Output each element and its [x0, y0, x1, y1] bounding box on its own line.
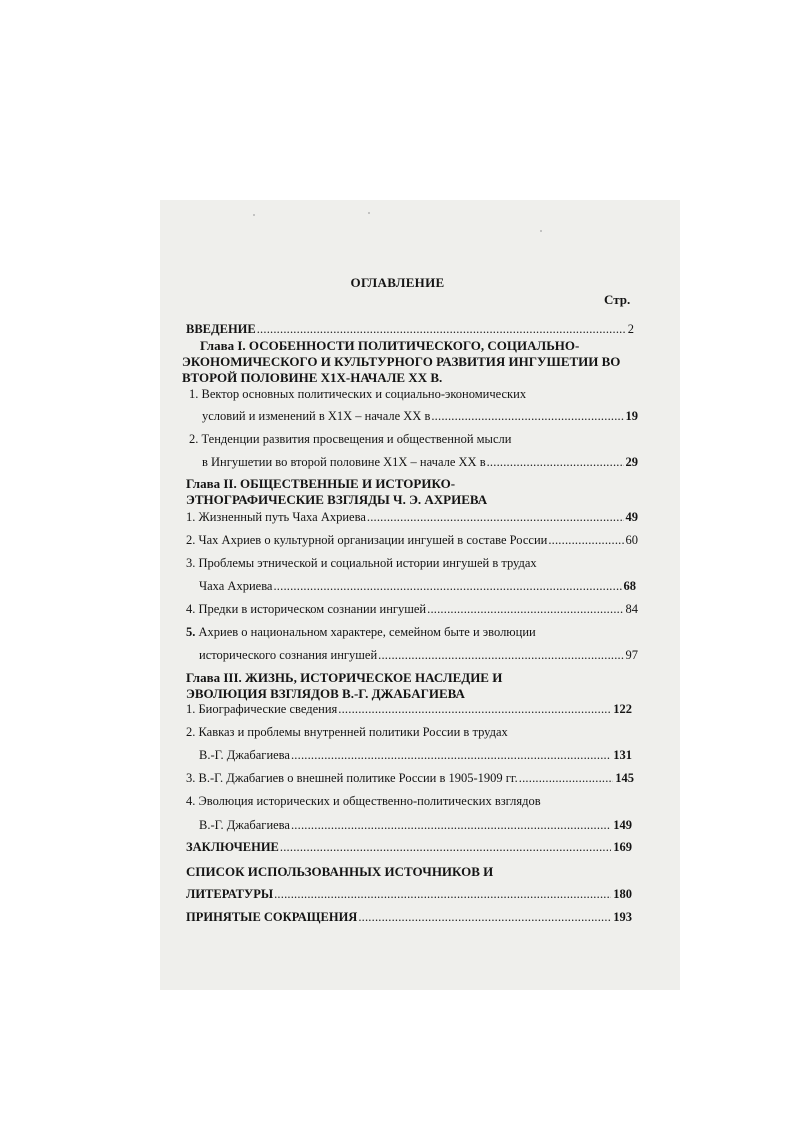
leader-dots [427, 602, 623, 617]
toc-entry-label: ЛИТЕРАТУРЫ [186, 887, 274, 901]
toc-entry-line: 2. Тенденции развития просвещения и общественной мысли [189, 432, 512, 446]
toc-entry-label: 3. В.-Г. Джабагиев о внешней политике России в 1905-1909 гг. [186, 771, 518, 785]
toc-page-number: 122 [613, 702, 632, 716]
chapter-2-heading[interactable] [186, 476, 487, 508]
toc-entry-label: 2. Чах Ахриев о культурной организации ингушей в составе России [186, 533, 548, 547]
chapter-heading-line: ЭТНОГРАФИЧЕСКИЕ ВЗГЛЯДЫ Ч. Э. АХРИЕВА [186, 492, 488, 507]
toc-entry-ch2-s1[interactable] [186, 510, 638, 525]
leader-dots [338, 702, 611, 717]
toc-entry-label: Чаха Ахриева [199, 579, 273, 593]
leader-dots [431, 409, 623, 424]
leader-dots [280, 840, 611, 855]
chapter-1-heading[interactable] [182, 338, 620, 386]
toc-entry-ch2-s2[interactable] [186, 533, 638, 548]
toc-page-number: 145 [615, 771, 634, 785]
toc-title: ОГЛАВЛЕНИЕ [350, 275, 445, 290]
toc-entry-label: исторического сознания ингушей [199, 648, 378, 662]
toc-entry-line: СПИСОК ИСПОЛЬЗОВАННЫХ ИСТОЧНИКОВ И [186, 864, 494, 879]
leader-dots [257, 322, 626, 337]
chapter-3-heading[interactable] [186, 670, 502, 702]
leader-dots [273, 579, 621, 594]
leader-dots [274, 887, 611, 902]
toc-page-number: 19 [625, 409, 638, 423]
toc-entry-ch2-s4[interactable] [186, 602, 638, 617]
toc-entry-label: ЗАКЛЮЧЕНИЕ [186, 840, 279, 854]
toc-entry-ch3-s3[interactable] [186, 771, 634, 786]
toc-entry-ch3-s1[interactable] [186, 702, 632, 717]
toc-entry-abbreviations[interactable] [186, 910, 632, 925]
toc-page-number: 97 [625, 648, 638, 662]
page-column-label: Стр. [604, 292, 631, 307]
leader-dots [548, 533, 623, 548]
toc-page-number: 68 [623, 579, 636, 593]
leader-dots [291, 748, 611, 763]
toc-entry-label: 1. Жизненный путь Чаха Ахриева [186, 510, 366, 524]
chapter-heading-line: ЭВОЛЮЦИЯ ВЗГЛЯДОВ В.-Г. ДЖАБАГИЕВА [186, 686, 465, 701]
chapter-heading-line: Глава II. ОБЩЕСТВЕННЫЕ И ИСТОРИКО- [186, 476, 456, 491]
leader-dots [291, 818, 611, 833]
toc-page-number: 29 [625, 455, 638, 469]
chapter-heading-line: Глава III. ЖИЗНЬ, ИСТОРИЧЕСКОЕ НАСЛЕДИЕ И [186, 670, 503, 685]
toc-entry-label: В.-Г. Джабагиева [199, 748, 290, 762]
toc-entry-ch2-s5[interactable] [199, 648, 638, 663]
toc-page-number: 84 [625, 602, 638, 616]
toc-entry-line: 1. Вектор основных политических и социально-экономических [189, 387, 527, 401]
chapter-heading-line: ЭКОНОМИЧЕСКОГО И КУЛЬТУРНОГО РАЗВИТИЯ ИНГУШЕТИИ ВО [182, 354, 621, 369]
toc-page-number: 131 [613, 748, 632, 762]
toc-entry-label: в Ингушетии во второй половине Х1Х – начале ХХ в [202, 455, 486, 469]
toc-entry-label: ВВЕДЕНИЕ [186, 322, 256, 336]
leader-dots [358, 910, 611, 925]
toc-entry-conclusion[interactable] [186, 840, 632, 855]
toc-entry-label: В.-Г. Джабагиева [199, 818, 290, 832]
toc-entry-line [186, 625, 536, 640]
toc-page-number: 169 [613, 840, 632, 854]
toc-entry-line: 2. Кавказ и проблемы внутренней политики России в трудах [186, 725, 508, 739]
toc-entry-label: ПРИНЯТЫЕ СОКРАЩЕНИЯ [186, 910, 358, 924]
toc-page-number: 2 [627, 322, 634, 336]
toc-entry-number: 5. [186, 625, 196, 639]
toc-entry-label: 1. Биографические сведения [186, 702, 338, 716]
toc-page-number: 149 [613, 818, 632, 832]
toc-entry-label: 4. Предки в историческом сознании ингушей [186, 602, 427, 616]
toc-entry-ch2-s3[interactable] [199, 579, 636, 594]
toc-entry-ch1-s1[interactable] [202, 409, 638, 424]
leader-dots [378, 648, 623, 663]
toc-entry-ch3-s2[interactable] [199, 748, 632, 763]
leader-dots [487, 455, 624, 470]
chapter-heading-line: ВТОРОЙ ПОЛОВИНЕ Х1Х-НАЧАЛЕ ХХ В. [182, 370, 443, 385]
toc-entry-sources[interactable] [186, 887, 632, 902]
toc-entry-line: 4. Эволюция исторических и общественно-политических взглядов [186, 794, 541, 808]
toc-entry-label: Ахриев о национальном характере, семейном быте и эволюции [195, 625, 536, 639]
toc-entry-ch3-s4[interactable] [199, 818, 632, 833]
toc-page-number: 193 [613, 910, 632, 924]
toc-page-number: 180 [613, 887, 632, 901]
leader-dots [367, 510, 624, 525]
toc-entry-ch1-s2[interactable] [202, 455, 638, 470]
toc-entry-line: 3. Проблемы этнической и социальной истории ингушей в трудах [186, 556, 537, 570]
toc-page-number: 60 [625, 533, 638, 547]
chapter-heading-line: Глава I. ОСОБЕННОСТИ ПОЛИТИЧЕСКОГО, СОЦИАЛЬНО- [200, 338, 580, 353]
toc-page-number: 49 [625, 510, 638, 524]
toc-entry-intro[interactable] [186, 322, 634, 337]
leader-dots [519, 771, 613, 786]
toc-entry-label: условий и изменений в Х1Х – начале ХХ в [202, 409, 431, 423]
